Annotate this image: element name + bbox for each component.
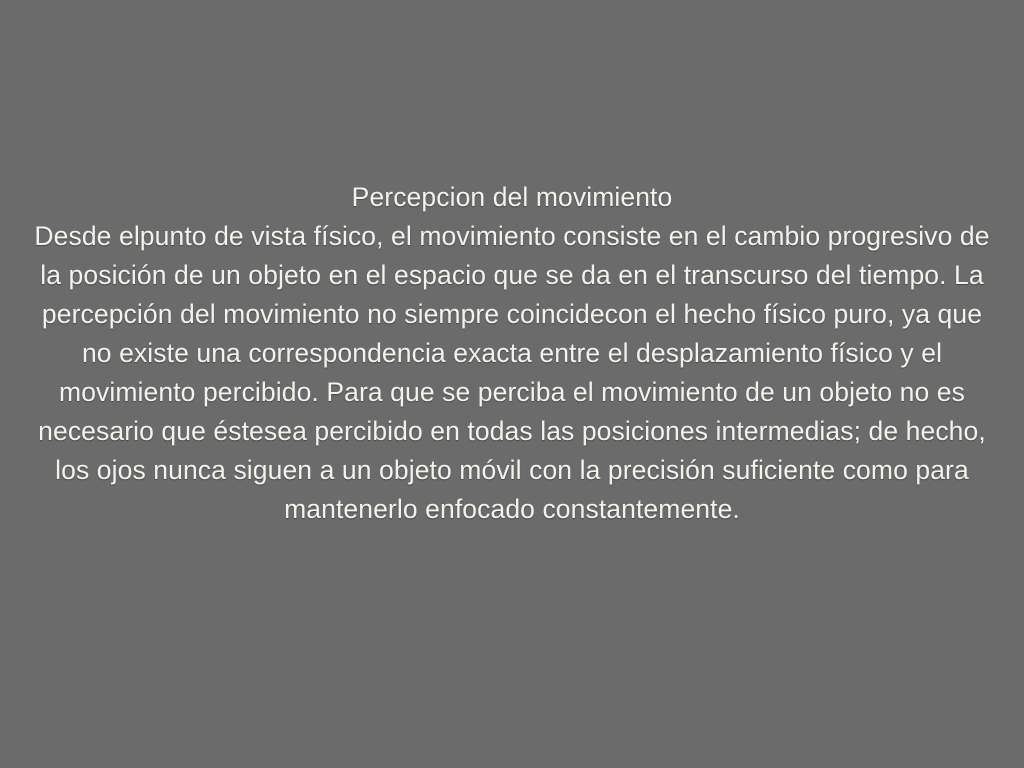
slide-text-block <box>0 178 1024 529</box>
slide-body-text: Desde elpunto de vista físico, el movimiento consiste en el cambio progresivo de la posición de un objeto en el espacio que se da en el transcurso del tiempo. La percepción del movimiento no siempre coincidecon el hecho físico puro, ya que no existe una correspondencia exacta entre el desplazamiento físico y el movimiento percibido. Para que se perciba el movimiento de un objeto no es necesario que éstesea percibido en todas las posiciones intermedias; de hecho, los ojos nunca siguen a un objeto móvil con la precisión suficiente como para mantenerlo enfocado constantemente. <box>34 221 990 524</box>
slide-heading: Percepcion del movimiento <box>351 182 673 212</box>
